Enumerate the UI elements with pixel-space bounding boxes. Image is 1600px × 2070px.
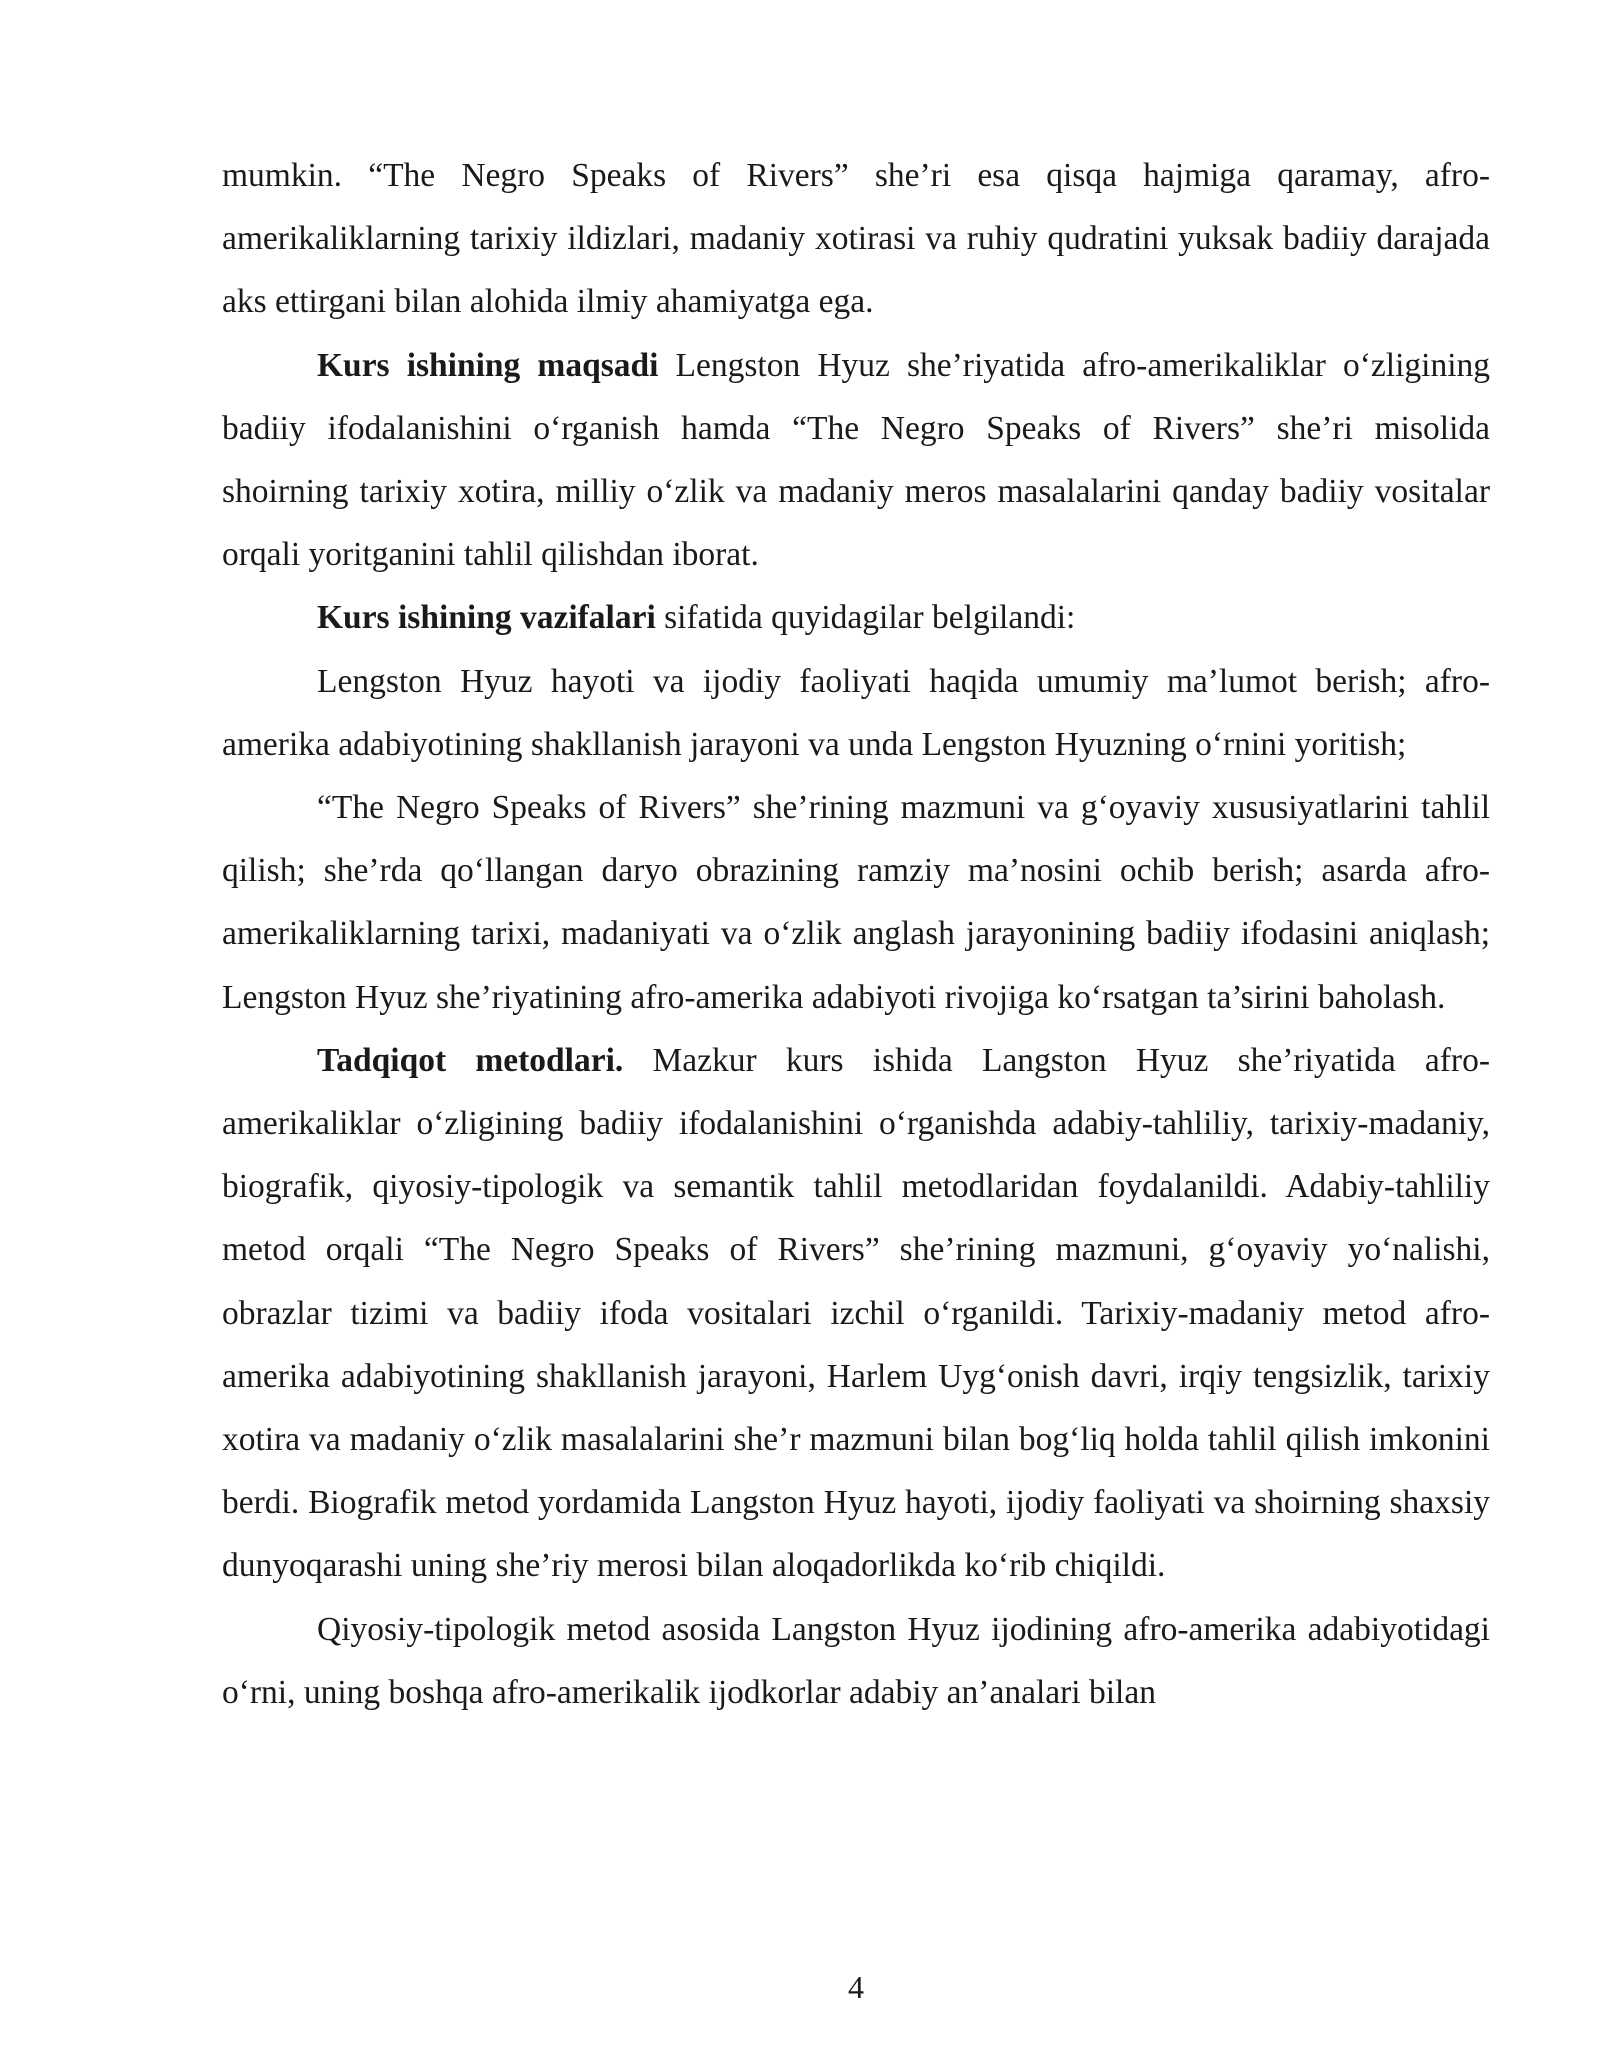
paragraph-task-2 <box>222 776 1490 1029</box>
paragraph-heading: Kurs ishining maqsadi <box>317 346 659 384</box>
paragraph-heading: Tadqiqot metodlari. <box>317 1041 624 1079</box>
document-page <box>222 144 1490 1724</box>
paragraph-comparative-method <box>222 1598 1490 1724</box>
paragraph-text: sifatida quyidagilar belgilandi: <box>655 599 1076 637</box>
paragraph-text: “The Negro Speaks of Rivers” she’rining mazmuni va g‘oyaviy xususiyatlarini tahlil qilish; she’rda qo‘llangan daryo obrazining ramziy ma’nosini ochib berish; asarda afro-amerikaliklarning tarixi, madaniyati va o‘zlik anglash jarayonining badiiy ifodasini aniqlash; Lengston Hyuz she’riyatining afro-amerika adabiyoti rivojiga ko‘rsatgan ta’sirini baholash. <box>222 789 1490 1016</box>
page-number: 4 <box>848 1969 864 2005</box>
paragraph-purpose <box>222 334 1490 587</box>
paragraph-heading: Kurs ishining vazifalari <box>317 599 656 637</box>
paragraph-tasks-heading <box>222 586 1490 649</box>
paragraph-methods <box>222 1029 1490 1598</box>
paragraph-text: Qiyosiy-tipologik metod asosida Langston Hyuz ijodining afro-amerika adabiyotidagi o‘rni, uning boshqa afro-amerikalik ijodkorlar adabiy an’analari bilan <box>222 1610 1490 1711</box>
paragraph-intro-continuation <box>222 144 1490 334</box>
paragraph-task-1 <box>222 650 1490 776</box>
paragraph-text: mumkin. “The Negro Speaks of Rivers” she’ri esa qisqa hajmiga qaramay, afro-amerikaliklarning tarixiy ildizlari, madaniy xotirasi va ruhiy qudratini yuksak badiiy darajada aks ettirgani bilan alohida ilmiy ahamiyatga ega. <box>222 157 1490 321</box>
paragraph-text: Lengston Hyuz hayoti va ijodiy faoliyati haqida umumiy ma’lumot berish; afro-amerika adabiyotining shakllanish jarayoni va unda Lengston Hyuzning o‘rnini yoritish; <box>222 662 1490 763</box>
paragraph-text: Lengston Hyuz she’riyatida afro-amerikaliklar o‘zligining badiiy ifodalanishini o‘rganish hamda “The Negro Speaks of Rivers” she’ri misolida shoirning tarixiy xotira, milliy o‘zlik va madaniy meros masalalarini qanday badiiy vositalar orqali yoritganini tahlil qilishdan iborat. <box>222 346 1491 574</box>
paragraph-text: Mazkur kurs ishida Langston Hyuz she’riyatida afro-amerikaliklar o‘zligining badiiy ifodalanishini o‘rganishda adabiy-tahliliy, tarixiy-madaniy, biografik, qiyosiy-tipologik va semantik tahlil metodlaridan foydalanildi. Adabiy-tahliliy metod orqali “The Negro Speaks of Rivers” she’rining mazmuni, g‘oyaviy yo‘nalishi, obrazlar tizimi va badiiy ifoda vositalari izchil o‘rganildi. Tarixiy-madaniy metod afro-amerika adabiyotining shakllanish jarayoni, Harlem Uyg‘onish davri, irqiy tengsizlik, tarixiy xotira va madaniy o‘zlik masalalarini she’r mazmuni bilan bog‘liq holda tahlil qilish imkonini berdi. Biografik metod yordamida Langston Hyuz hayoti, ijodiy faoliyati va shoirning shaxsiy dunyoqarashi uning she’riy merosi bilan aloqadorlikda ko‘rib chiqildi. <box>222 1041 1490 1585</box>
